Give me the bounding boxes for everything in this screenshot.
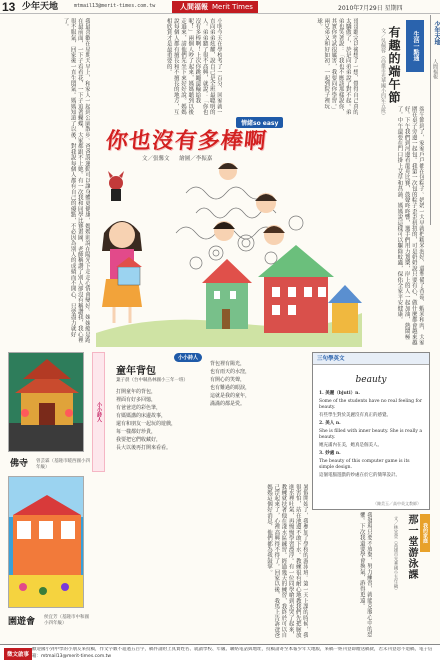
poem-line: 這就是我的童年， <box>210 393 251 399</box>
poem-line: 打開童年的背包， <box>116 389 157 395</box>
byline-author: 文／張馨文 <box>142 156 170 162</box>
brand-chinese: 人間福報 <box>180 3 208 11</box>
page-number: 13 <box>2 0 16 14</box>
fair-credit: 侯宜芳（基隆市中和國小四年級） <box>44 615 89 626</box>
swim-article-text: 我發現只要不放棄，努力練習，就能克服心中的恐懼。下次我還要學會換氣，游得更遠。 <box>358 512 372 638</box>
fair-drawing <box>8 476 84 608</box>
left-article-text: 我最喜歡在星期天早上，和家人一起到公園散步。爸爸說運動可以讓身體更健康，媽媽則說在陽光下走走心情會變好。妹妹總是跑在最前面，一下子看看花，一下子追著蝴蝶，大家都跟不上她。有一次我和同學比賽畫圖，老師稱讚了別人卻沒有稱讚我，我心裡很不服氣，回家後一直生悶氣。媽媽知道了以後，對我說每個人都有自己的優點，不必因為別人的成績而不開心，只要盡力就好了。 <box>62 18 90 343</box>
brand-english: Merit Times <box>212 3 253 11</box>
poem-line: 背包裡有陽光， <box>210 361 246 367</box>
definition-3: 3. 妙處 n. <box>319 451 341 456</box>
poem-stanza-1 <box>116 388 176 452</box>
feature-headline: 你也沒有多棒啊 <box>104 128 269 154</box>
english-lesson-body <box>319 391 425 481</box>
swim-article-title: 那一堂游泳課 <box>406 514 417 580</box>
temple-illustration <box>9 353 84 452</box>
feature-body-mid <box>226 18 358 116</box>
fair-illustration <box>9 477 84 608</box>
poem-stanza-2 <box>210 360 250 408</box>
issue-date: 2010年7月29日 星期四 <box>338 5 403 12</box>
edge-section-tab <box>430 15 440 225</box>
lower-article-body <box>108 484 308 640</box>
kid-faces <box>213 163 285 245</box>
dragon-boat-article <box>362 16 428 346</box>
poem-line: 還有和朋友一起玩的遊戲， <box>116 421 177 427</box>
article-author: 文／吳佩蓉（高雄市光華國小四年五班） <box>380 28 386 118</box>
temple-drawing <box>8 352 84 452</box>
poem-title: 童年背包 <box>116 366 156 377</box>
byline-illustrator: 繪圖／李振嘉 <box>179 156 213 162</box>
feature-byline <box>142 154 220 162</box>
page-header <box>0 0 440 14</box>
left-article-column <box>6 18 90 348</box>
edge-tab-sub: 人間福報 <box>432 59 438 79</box>
fair-caption: 園遊會 <box>8 617 36 627</box>
poem-line: 每一樣都好珍貴， <box>116 429 157 435</box>
article-body: 端午節到了，家家戶戶都在包粽子。奶奶一大早就把糯米泡好，還準備了香菇、蝦米和肉，大家圍在桌子旁邊一起包。我第一次包的粽子歪歪扭扭的，可是奶奶說只要有心，做什麼都會越來越好。下午我們到河邊看龍舟比賽，鼓聲咚咚響，選手們用力划槳，岸上的人一起加油，熱鬧極了。中午還要在門口掛上艾草和菖蒲，媽媽說這樣可以驅除蚊蟲，保佑全家平安健康。 <box>396 106 424 346</box>
feature-body-text: 小明今天在學校考了一百分，回家就一直向弟弟炫耀，說自己是全班最聰明的人。弟弟聽了很不高興，就說：「你也沒有多棒啊！上次你跳繩還輸給我呢！」兩個人吵了起來，媽媽聽到以後走過來，請他們先坐下來好好說。媽媽說每個人都有擅長和不擅長的地方，互相欣賞才是最重要的。 <box>165 18 222 115</box>
article-title: 有趣的端午節 <box>387 26 401 104</box>
feature-body-text-2: 哥哥聽完以後想了一想，覺得自己真的太驕傲了，於是向弟弟說了對不起。弟弟也笑著說：「我也不應該那樣說你，其實你考試很厲害，我要向你學習。」兩兄弟又和好如初，一起到院子裡玩球。 <box>315 18 358 115</box>
definition-1: 1. 美麗（bjuti）n. <box>319 391 360 396</box>
feature-badge: 情緒so easy <box>236 117 283 128</box>
newspaper-brand <box>172 1 258 13</box>
poem-author: 葉子晨（台中縣鳥林國小三年一班） <box>116 378 188 383</box>
poem-line: 有開心的笑聲， <box>210 377 246 383</box>
footer-notice: 歡迎國小到中學的小朋友來投稿，作文字數不超過五百字，稿件請附上真實姓名、就讀學校、年級、聯絡電話與地址，投稿請寄至本報少年天地版，來稿一經刊登即贈送稿費，若未刊登恕不退稿，電子信箱：mtmail13@merit-times.com.tw <box>32 647 433 659</box>
swim-article-band: 我的家庭 <box>420 514 430 552</box>
article-category-band: 生活一點通 <box>406 20 424 72</box>
english-box-credit: （陳美玉／高中英文教師） <box>373 501 421 506</box>
poem-line: 也有難過的眼淚， <box>210 385 251 391</box>
page-footer <box>0 644 440 663</box>
edge-tab-label: 少年天地 <box>433 21 440 45</box>
feature-body-upper <box>92 18 222 116</box>
poem-line: 裡面有好多回憶， <box>116 397 157 403</box>
sentence-1-en: Some of the students have no real feeling for beauty. <box>319 399 422 410</box>
english-word: beauty <box>355 375 387 385</box>
definition-2: 2. 美人 n. <box>319 421 341 426</box>
swim-lesson-article <box>376 512 430 640</box>
temple-caption: 佛寺 <box>10 459 29 469</box>
temple-credit: 曾芸霖（基隆市暖西國小四年級） <box>36 459 90 470</box>
poem-section-strip: 小小詩人 <box>92 352 105 472</box>
swim-article-body <box>312 512 372 640</box>
english-lesson-box <box>312 352 430 510</box>
poem-line: 長大以後再打開來看看。 <box>116 445 172 451</box>
poem-line: 我要把它們收藏好， <box>116 437 162 443</box>
sentence-2-en: She is filled with inner beauty. She is really a beauty. <box>319 429 423 440</box>
sentence-3-en: The beauty of this computer game is its simple design. <box>319 459 410 470</box>
swim-article-author: 文／林宜萱（高雄市光華國小五年級） <box>393 516 398 593</box>
poem-line: 滿滿的都是愛。 <box>210 401 246 407</box>
poem-line: 也有雨天的水窪， <box>210 369 251 375</box>
lower-article-text: 暑假開始了，我參加了學校的游泳班。第一天上課的時候，我很害怕，站在池邊不敢下水。教練很有耐心地教我們先把臉放進水裡吐氣，再慢慢學習漂浮。有一位同學嗆到水哭了起來，教練就扶著他在淺水區練習。經過幾天的練習，我終於可以自己浮起來了，心裡高興得不得了。回家以後，我馬上告訴爸爸媽媽這個好消息，他們都為我鼓掌。 <box>265 484 308 638</box>
sentence-1-cn: 有些學生對於美麗沒有真正的感覺。 <box>319 413 391 418</box>
footer-tag: 徵文啟事 <box>4 648 32 660</box>
sentence-2-cn: 她充滿內在美，她真是個美人。 <box>319 443 382 448</box>
poem-badge: 小小詩人 <box>174 353 202 362</box>
poem-line: 有媽媽講的床邊故事， <box>116 413 167 419</box>
house-green <box>202 259 252 329</box>
section-title: 少年天地 <box>22 2 59 12</box>
feature-illustration <box>96 163 362 347</box>
girl-holding-house <box>102 221 142 323</box>
poem-line: 有爸爸送的彩色筆， <box>116 405 162 411</box>
english-box-header: 三句學英文 <box>313 353 429 365</box>
sentence-3-cn: 這個電腦遊戲的妙處在於它的簡單設計。 <box>319 473 400 478</box>
house-small <box>328 285 362 333</box>
devil-imp-icon <box>108 171 124 201</box>
house-red <box>258 245 334 333</box>
header-email[interactable]: mtmail13@merit-times.com.tw <box>74 3 156 9</box>
